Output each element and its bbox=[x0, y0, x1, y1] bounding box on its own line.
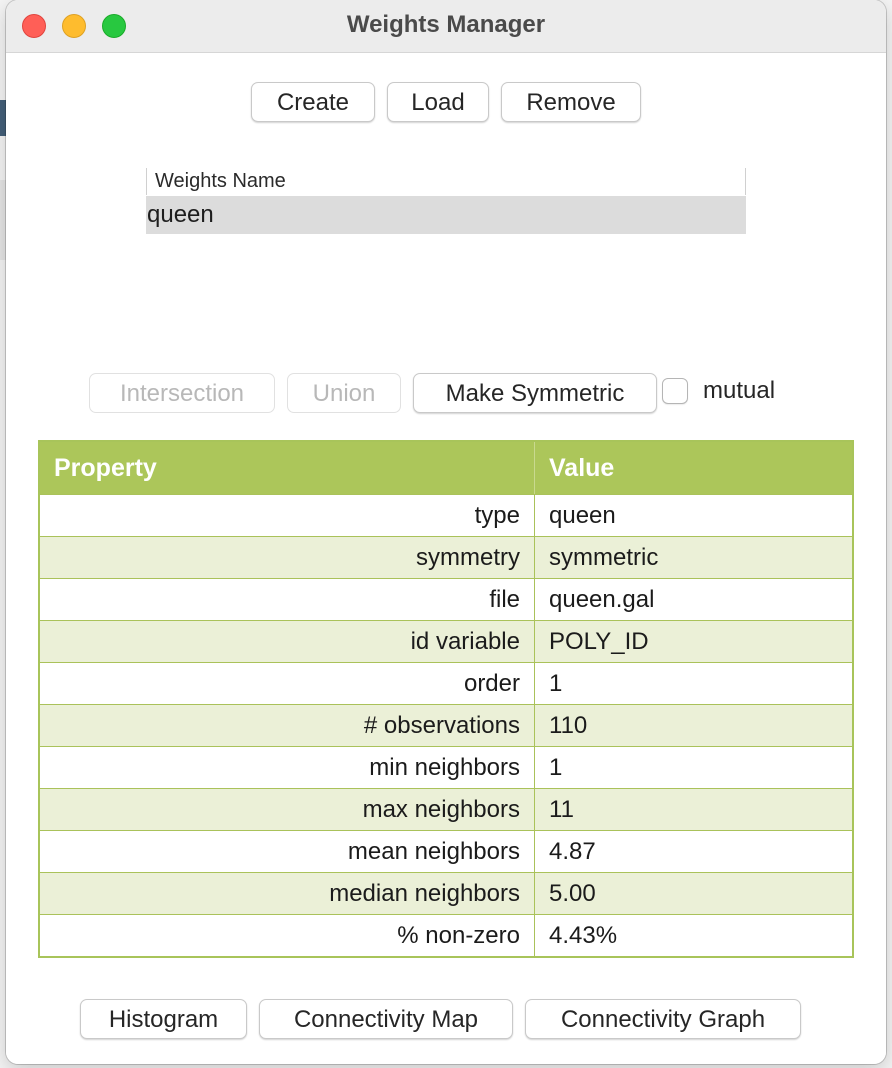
mutual-checkbox[interactable] bbox=[662, 378, 688, 404]
value-cell: 1 bbox=[549, 754, 563, 781]
property-cell: type bbox=[40, 495, 535, 536]
value-column-header: Value bbox=[549, 454, 615, 482]
table-row bbox=[40, 788, 852, 830]
value-cell: symmetric bbox=[549, 544, 659, 571]
intersection-button[interactable]: Intersection bbox=[89, 373, 275, 413]
list-item[interactable]: queen bbox=[146, 196, 746, 234]
window-title: Weights Manager bbox=[346, 11, 546, 38]
load-button[interactable]: Load bbox=[387, 82, 489, 122]
table-row bbox=[40, 620, 852, 662]
property-cell: mean neighbors bbox=[40, 831, 535, 872]
value-cell: queen.gal bbox=[549, 586, 655, 613]
weights-list[interactable] bbox=[146, 168, 746, 234]
value-cell: 4.43% bbox=[549, 922, 618, 949]
value-cell: POLY_ID bbox=[549, 628, 649, 655]
value-cell: 11 bbox=[549, 796, 574, 823]
histogram-button[interactable]: Histogram bbox=[80, 999, 247, 1039]
value-cell: 4.87 bbox=[549, 838, 596, 865]
property-cell: order bbox=[40, 663, 535, 704]
make-symmetric-button[interactable]: Make Symmetric bbox=[413, 373, 657, 413]
window-content bbox=[6, 53, 886, 1064]
properties-table bbox=[38, 440, 854, 958]
mutual-label: mutual bbox=[703, 377, 776, 404]
remove-button[interactable]: Remove bbox=[501, 82, 641, 122]
table-row bbox=[40, 704, 852, 746]
table-row bbox=[40, 494, 852, 536]
title-bar[interactable] bbox=[6, 0, 886, 53]
property-cell: file bbox=[40, 579, 535, 620]
property-column-header: Property bbox=[40, 442, 535, 494]
table-row bbox=[40, 746, 852, 788]
table-row bbox=[40, 662, 852, 704]
property-cell: median neighbors bbox=[40, 873, 535, 914]
value-cell: queen bbox=[549, 502, 616, 529]
connectivity-graph-button[interactable]: Connectivity Graph bbox=[525, 999, 801, 1039]
create-button[interactable]: Create bbox=[251, 82, 375, 122]
weights-name-column-header[interactable]: Weights Name bbox=[146, 168, 746, 195]
table-row bbox=[40, 914, 852, 956]
table-row bbox=[40, 578, 852, 620]
value-cell: 5.00 bbox=[549, 880, 596, 907]
table-row bbox=[40, 872, 852, 914]
property-cell: symmetry bbox=[40, 537, 535, 578]
value-cell: 1 bbox=[549, 670, 563, 697]
table-row bbox=[40, 830, 852, 872]
union-button[interactable]: Union bbox=[287, 373, 401, 413]
table-header bbox=[40, 442, 852, 494]
weights-manager-window bbox=[6, 0, 886, 1064]
connectivity-map-button[interactable]: Connectivity Map bbox=[259, 999, 513, 1039]
property-cell: % non-zero bbox=[40, 915, 535, 956]
property-cell: id variable bbox=[40, 621, 535, 662]
value-cell: 110 bbox=[549, 712, 588, 739]
table-row bbox=[40, 536, 852, 578]
property-cell: max neighbors bbox=[40, 789, 535, 830]
property-cell: # observations bbox=[40, 705, 535, 746]
property-cell: min neighbors bbox=[40, 747, 535, 788]
